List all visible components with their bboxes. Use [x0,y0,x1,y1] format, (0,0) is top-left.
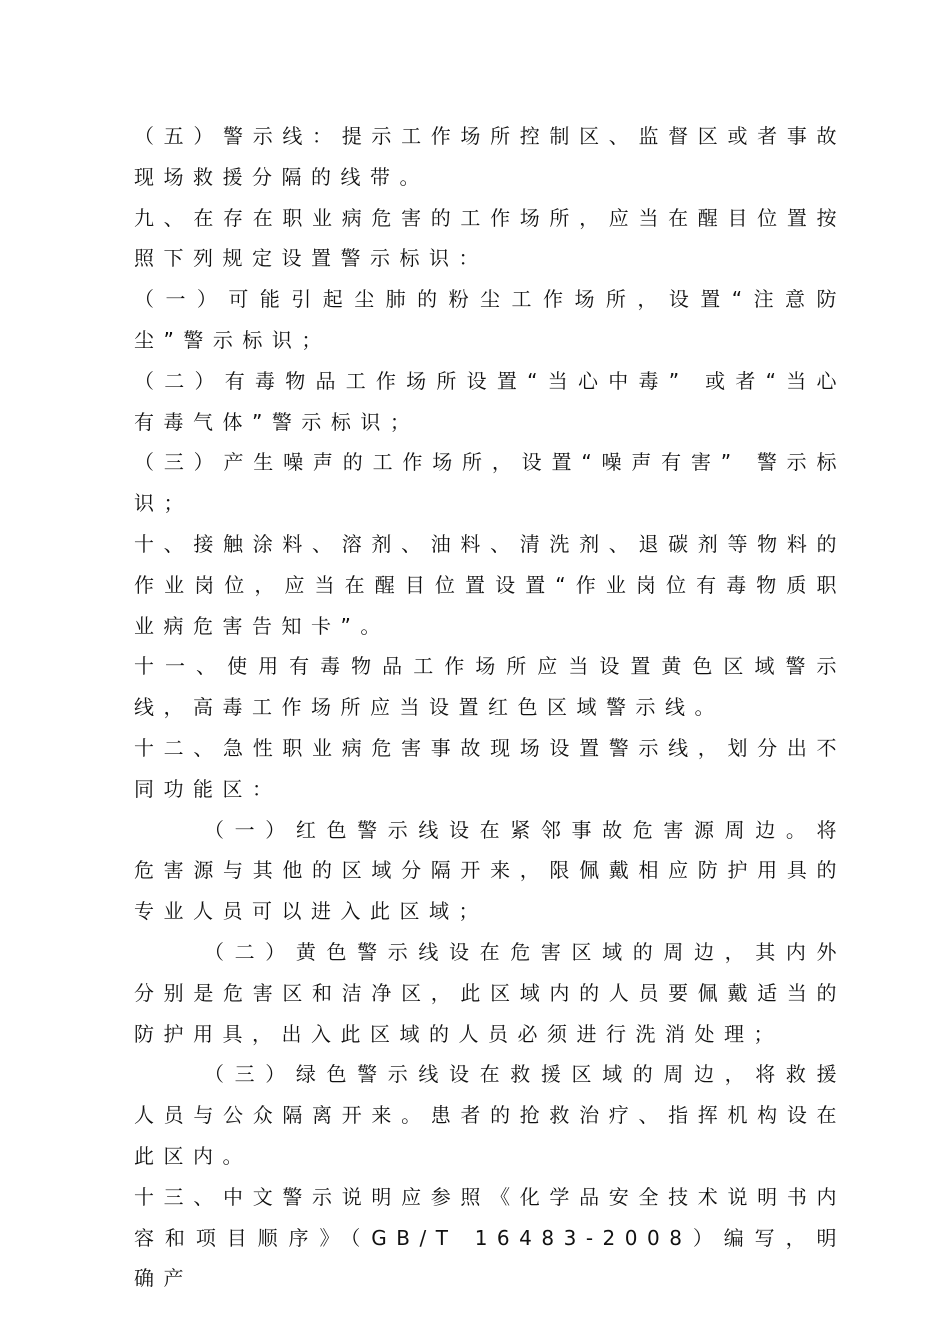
paragraph-item-12-3: （三）绿色警示线设在救援区域的周边，将救援人员与公众隔离开来。患者的抢救治疗、指挥机构设在此区内。 [134,1062,846,1168]
document-page [134,116,846,1299]
paragraph-warning-line-definition: （五）警示线：提示工作场所控制区、监督区或者事故现场救援分隔的线带。 [134,124,846,189]
paragraph-item-12: 十二、急性职业病危害事故现场设置警示线，划分出不同功能区： [134,735,846,801]
paragraph-item-12-1: （一）红色警示线设在紧邻事故危害源周边。将危害源与其他的区域分隔开来，限佩戴相应防护用具的专业人员可以进入此区域； [134,817,846,924]
paragraph-item-9-3: （三）产生噪声的工作场所，设置“噪声有害” 警示标识； [134,450,846,516]
paragraph-item-9-1: （一）可能引起尘肺的粉尘工作场所，设置“注意防尘”警示标识； [134,287,846,352]
paragraph-item-9-2: （二）有毒物品工作场所设置“当心中毒” 或者“当心有毒气体”警示标识； [134,368,846,434]
paragraph-item-10: 十、接触涂料、溶剂、油料、清洗剂、退碳剂等物料的作业岗位，应当在醒目位置设置“作业岗位有毒物质职业病危害告知卡”。 [134,531,846,638]
paragraph-item-12-2: （二）黄色警示线设在危害区域的周边，其内外分别是危害区和洁净区，此区域内的人员要佩戴适当的防护用具，出入此区域的人员必须进行洗消处理； [134,939,846,1046]
paragraph-item-11: 十一、使用有毒物品工作场所应当设置黄色区域警示线，高毒工作场所应当设置红色区域警示线。 [134,654,846,720]
paragraph-item-9: 九、在存在职业病危害的工作场所，应当在醒目位置按照下列规定设置警示标识： [134,205,846,271]
paragraph-item-13: 十三、中文警示说明应参照《化学品安全技术说明书内容和项目顺序》（GB/T 16483-2008）编写，明确产 [134,1184,846,1291]
